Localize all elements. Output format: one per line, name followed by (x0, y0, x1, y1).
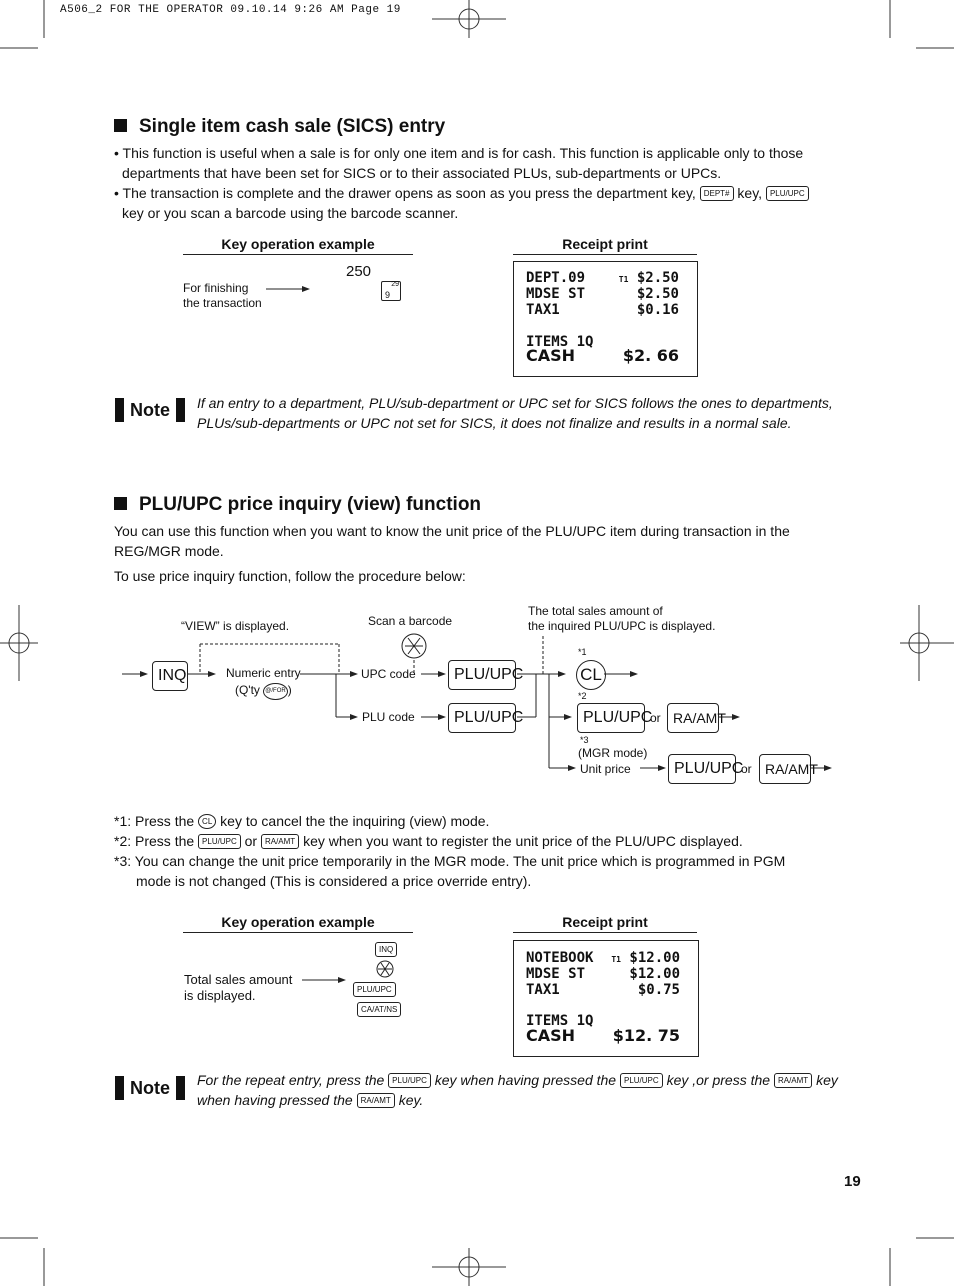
note-badge-1: Note (115, 398, 185, 422)
at-for-key: @/FOR (263, 683, 287, 700)
plu-upc-key-small: PLU/UPC (353, 982, 396, 997)
plu-upc-key-small: PLU/UPC (198, 834, 241, 849)
ra-amt-key-register: RA/AMT (667, 703, 719, 733)
receipt-total: CASH $12. 75 (526, 1026, 680, 1045)
footnote-3-cont: mode is not changed (This is considered a price override entry). (136, 873, 532, 889)
plu-code-label: PLU code (362, 710, 415, 724)
inq-key: INQ (152, 661, 188, 691)
receipt-line: MDSE ST $2.50 (526, 286, 679, 302)
page-number: 19 (844, 1173, 861, 1190)
key-op-label-1: Key operation example (221, 236, 375, 252)
receipt-label-2: Receipt print (562, 914, 648, 930)
receipt-line: TAX1 $0.75 (526, 982, 680, 998)
plu-upc-key-upc: PLU/UPC (448, 660, 516, 690)
plu-upc-key-small: PLU/UPC (620, 1073, 663, 1088)
inq-key-small: INQ (375, 942, 397, 957)
star3-label: *3 (580, 735, 589, 745)
ra-amt-key-small: RA/AMT (774, 1073, 812, 1088)
star2-label: *2 (578, 691, 587, 701)
plu-upc-key-plu: PLU/UPC (448, 703, 516, 733)
plu-upc-key-small: PLU/UPC (388, 1073, 431, 1088)
note-text-1: If an entry to a department, PLU/sub-department or UPC set for SICS follows the ones to departments, PLUs/sub-departments or UPC not set for SICS, it does not finalize and results in a normal sale. (197, 395, 833, 431)
receipt-line: TAX1 $0.16 (526, 302, 679, 318)
receipt-line: NOTEBOOK T1 $12.00 (526, 950, 680, 966)
total-shown-label: Total sales amount is displayed. (184, 972, 293, 1003)
page-header: A506_2 FOR THE OPERATOR 09.10.14 9:26 AM Page 19 (60, 4, 401, 16)
scan-barcode-label: Scan a barcode (368, 614, 453, 628)
or-label: or (741, 762, 752, 776)
unit-price-label: Unit price (580, 762, 631, 776)
star1-label: *1 (578, 647, 587, 657)
footnote-1: *1: Press the CL key to cancel the the inquiring (view) mode. (114, 813, 490, 829)
plu-upc-key-mgr: PLU/UPC (668, 754, 736, 784)
footnote-3: *3: You can change the unit price temporarily in the MGR mode. The unit price which is programmed in PGM (114, 853, 786, 869)
receipt-line: ITEMS 1Q (526, 334, 594, 350)
mgr-mode-label: (MGR mode) (578, 746, 648, 760)
receipt-2 (513, 940, 699, 1057)
numeric-entry-label: Numeric entry (Q'ty @/FOR ) (226, 665, 301, 700)
note-text-2: For the repeat entry, press the PLU/UPC key when having pressed the PLU/UPC key ,or press the RA/AMT key when having pressed the RA/AMT key. (197, 1072, 838, 1108)
cl-key: CL (576, 660, 606, 690)
inquiry-title-text: PLU/UPC price inquiry (view) function (139, 494, 482, 515)
ra-amt-key-mgr: RA/AMT (759, 754, 811, 784)
amount-250: 250 (346, 263, 372, 280)
ca-at-ns-key: CA/AT/NS (357, 1002, 401, 1017)
inquiry-para2: To use price inquiry function, follow the procedure below: (114, 568, 466, 584)
key-9: 29 9 (381, 281, 401, 301)
sics-title-text: Single item cash sale (SICS) entry (139, 116, 446, 137)
ra-amt-key-small: RA/AMT (261, 834, 299, 849)
total-displayed-label: The total sales amount of the inquired PLU/UPC is displayed. (528, 604, 716, 633)
view-displayed-label: “VIEW” is displayed. (181, 619, 290, 633)
finishing-note: For finishing the transaction (183, 281, 262, 310)
dept-key: DEPT# (700, 186, 734, 201)
bullet-2: • The transaction is complete and the drawer opens as soon as you press the department key, DEPT# key, PLU/UPC (114, 183, 854, 203)
inquiry-para1: You can use this function when you want to know the unit price of the PLU/UPC item during transaction in the REG/MGR mode. (114, 523, 790, 559)
receipt-line: ITEMS 1Q (526, 1013, 594, 1029)
footnote-2: *2: Press the PLU/UPC or RA/AMT key when you want to register the unit price of the PLU/UPC displayed. (114, 833, 743, 849)
receipt-total: CASH $2. 66 (526, 346, 679, 365)
bullet-1-cont: departments that have been set for SICS or to their associated PLUs, sub-departments or UPCs. (122, 165, 722, 181)
receipt-label-1: Receipt print (562, 236, 648, 252)
bullet-1: • This function is useful when a sale is for only one item and is for cash. This function is applicable only to those (114, 145, 804, 161)
plu-upc-key: PLU/UPC (766, 186, 809, 201)
bullet-2-cont: key or you scan a barcode using the barcode scanner. (122, 205, 459, 221)
upc-code-label: UPC code (361, 667, 416, 681)
or-label: or (650, 711, 661, 725)
key-op-label-2: Key operation example (221, 914, 375, 930)
receipt-line: DEPT.09 T1 $2.50 (526, 270, 679, 286)
cl-key-small: CL (198, 814, 216, 829)
note-badge-2: Note (115, 1076, 185, 1100)
plu-upc-key-register: PLU/UPC (577, 703, 645, 733)
receipt-line: MDSE ST $12.00 (526, 966, 680, 982)
ra-amt-key-small: RA/AMT (357, 1093, 395, 1108)
